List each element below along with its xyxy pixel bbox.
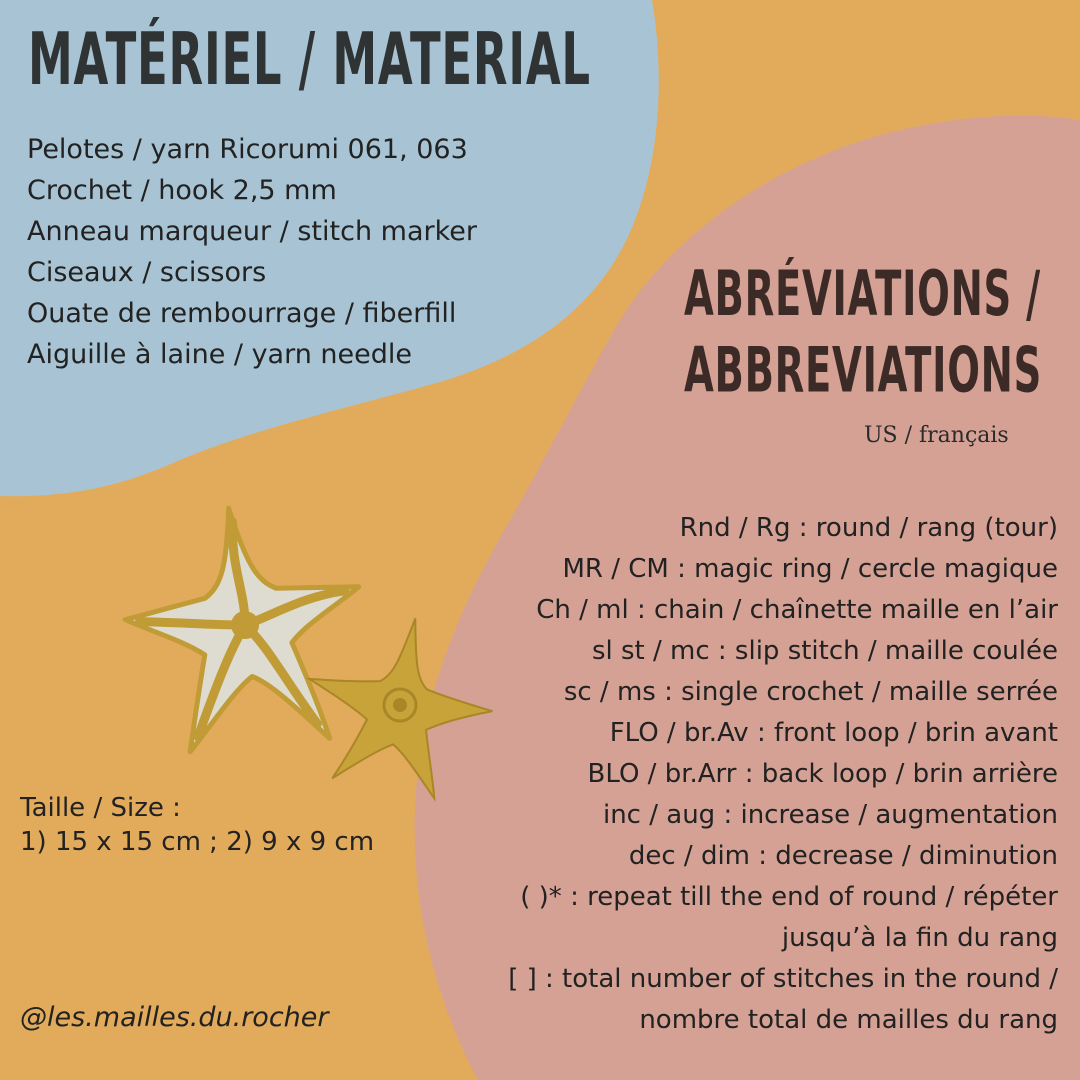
abbreviation-item: Ch / ml : chain / chaînette maille en l’air [536,595,1058,625]
material-list [27,129,477,375]
instagram-handle: @les.mailles.du.rocher [20,1002,329,1033]
abbreviation-item: sl st / mc : slip stitch / maille coulée [591,636,1058,666]
material-item: Aiguille à laine / yarn needle [27,339,413,370]
abbreviations-heading [684,256,1042,410]
material-item: Pelotes / yarn Ricorumi 061, 063 [27,134,468,165]
size-label: Taille / Size : [20,793,181,823]
abbreviation-item: sc / ms : single crochet / maille serrée [563,677,1058,707]
abbreviation-item: ( )* : repeat till the end of round / répéter jusqu’à la fin du rang [520,882,1058,953]
size-value: 1) 15 x 15 cm ; 2) 9 x 9 cm [20,827,375,857]
abbreviation-item: MR / CM : magic ring / cercle magique [562,554,1058,584]
material-item: Ciseaux / scissors [27,257,267,288]
material-item: Crochet / hook 2,5 mm [27,175,337,206]
abbreviation-item: FLO / br.Av : front loop / brin avant [609,718,1058,748]
abbreviation-item: BLO / br.Arr : back loop / brin arrière [587,759,1058,789]
abbreviation-item: inc / aug : increase / augmentation [602,800,1058,830]
material-item: Anneau marqueur / stitch marker [27,216,477,247]
large-starfish [112,500,379,764]
size-info [20,791,374,859]
abbreviations-heading-line1: ABRÉVIATIONS / [684,258,1041,331]
abbreviations-heading-line2: ABBREVIATIONS [684,335,1043,408]
material-item: Ouate de rembourrage / fiberfill [27,298,457,329]
abbreviation-item: [ ] : total number of stitches in the round / nombre total de mailles du rang [508,964,1058,1035]
starfish-icon [110,500,510,810]
material-heading: MATÉRIEL / MATERIAL [28,18,591,102]
abbreviation-item: dec / dim : decrease / diminution [628,841,1058,871]
abbreviation-item: Rnd / Rg : round / rang (tour) [679,513,1058,543]
small-starfish [292,602,505,806]
abbreviations-list [458,508,1058,1041]
column-note: US / français [864,423,1009,448]
